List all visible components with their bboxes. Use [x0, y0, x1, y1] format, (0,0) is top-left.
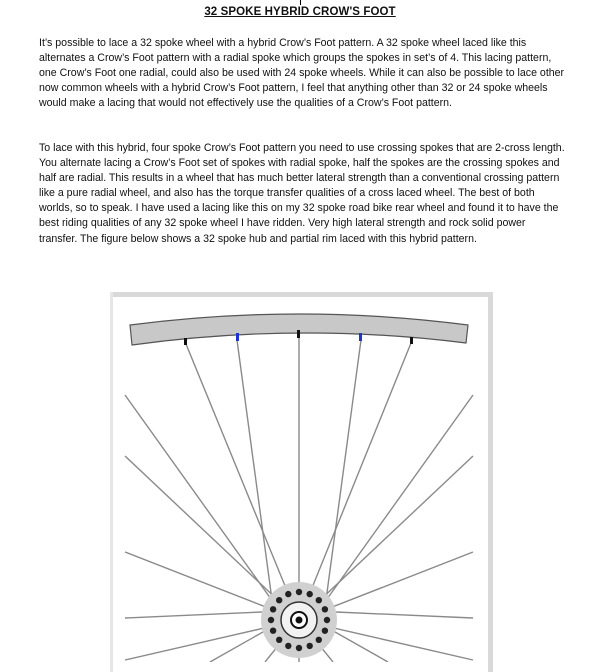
hub-spoke-hole: [316, 597, 322, 603]
hub-spoke-hole: [296, 589, 302, 595]
hub-spoke-hole: [322, 606, 328, 612]
spoke-nipple: [297, 330, 300, 338]
spoke-nipple: [410, 337, 413, 344]
paragraph-lacing: To lace with this hybrid, four spoke Crow’s Foot pattern you need to use crossing spokes that are 2-cross length. You alternate lacing a Crow’s Foot set of spokes with radial spoke, half the spokes are the crossing spokes and half are radial. This results in a wheel that has much better lateral strength than a conventional crossing pattern like a pure radial wheel, and also has the torque transfer qualities of a cross laced wheel. The best of both worlds, so to speak. I have used a lacing like this on my 32 spoke road bike rear wheel and found it to have the best riding qualities of any 32 spoke wheel I have ridden. Very high lateral strength and rock solid power transfer. The figure below shows a 32 spoke hub and partial rim laced with this hybrid pattern.: [39, 142, 565, 245]
spoke-nipple: [236, 333, 239, 341]
hub-spoke-hole: [285, 643, 291, 649]
spoke: [326, 340, 361, 600]
spoke: [237, 340, 272, 600]
hub-spoke-hole: [268, 617, 274, 623]
hub-spoke-hole: [296, 645, 302, 651]
spoke-nipple: [359, 333, 362, 341]
hub-spoke-hole: [307, 643, 313, 649]
hub-axle: [296, 617, 303, 624]
hub-spoke-hole: [316, 637, 322, 643]
hub-spoke-hole: [285, 591, 291, 597]
hub-spoke-hole: [307, 591, 313, 597]
spoke: [125, 612, 262, 618]
spoke: [125, 395, 276, 606]
hub-spoke-hole: [324, 617, 330, 623]
hub-spoke-hole: [270, 606, 276, 612]
hub-spoke-hole: [270, 628, 276, 634]
spoke: [322, 395, 473, 606]
paragraph-intro: It’s possible to lace a 32 spoke wheel with a hybrid Crow’s Foot pattern. A 32 spoke wheel laced like this alternates a Crow’s Foot pattern with a radial spoke which groups the spokes in set’s of 4. This lacing pattern, one Crow’s Foot one radial, could also be used with 24 spoke wheels. While it can also be possible to lace other now common wheels with a hybrid Crow’s Foot pattern, I feel that anything other than 32 or 24 spoke wheels would make a lacing that would not effectively use the qualities of a Crow’s Foot pattern.: [39, 37, 565, 110]
spoke: [336, 612, 473, 618]
hub-spoke-hole: [276, 637, 282, 643]
document-title: 32 SPOKE HYBRID CROW'S FOOT: [204, 6, 396, 18]
hub: [261, 582, 337, 658]
hub-spoke-hole: [322, 628, 328, 634]
hub-spoke-hole: [276, 597, 282, 603]
spoke-nipple: [184, 338, 187, 345]
